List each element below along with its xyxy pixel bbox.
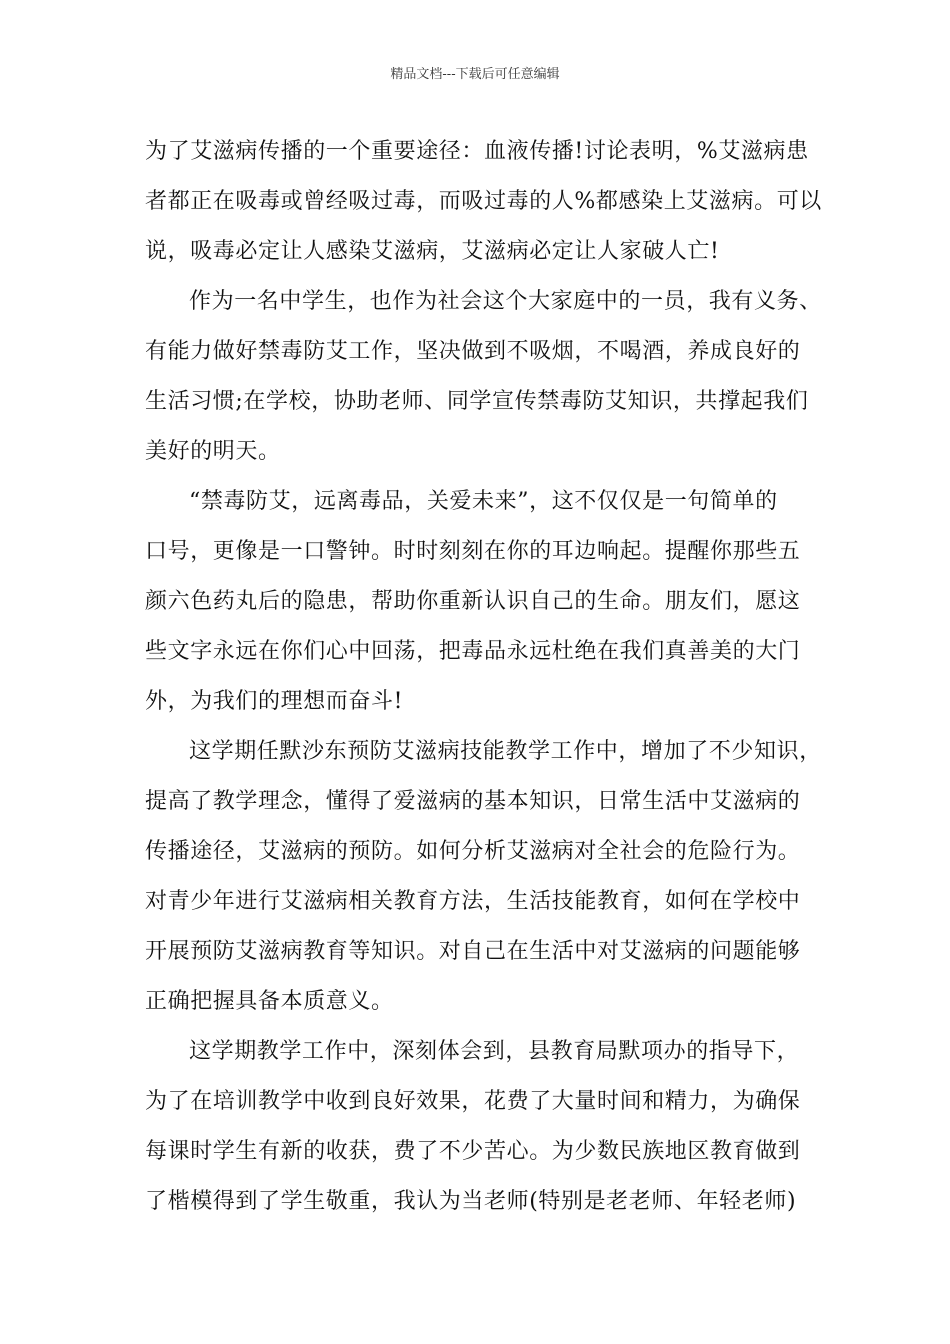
text-line: 外，为我们的理想而奋斗! (145, 689, 404, 714)
text-line: 有能力做好禁毒防艾工作，坚决做到不吸烟，不喝酒，养成良好的 (145, 339, 801, 364)
text-line: 了楷模得到了学生敬重，我认为当老师(特别是老老师、年轻老师) (145, 1189, 797, 1214)
page-header: 精品文档---下载后可任意编辑 (390, 67, 560, 82)
text-line: 者都正在吸毒或曾经吸过毒，而吸过毒的人%都感染上艾滋病。可以 (145, 189, 822, 214)
text-line: 作为一名中学生，也作为社会这个大家庭中的一员，我有义务、 (189, 289, 822, 314)
text-line: 美好的明天。 (145, 439, 281, 464)
text-line: 传播途径，艾滋病的预防。如何分析艾滋病对全社会的危险行为。 (145, 839, 801, 864)
text-line: 对青少年进行艾滋病相关教育方法，生活技能教育，如何在学校中 (145, 889, 801, 914)
text-line: “禁毒防艾，远离毒品，关爱未来”，这不仅仅是一句简单的 (189, 489, 778, 514)
text-line: 这学期任默沙东预防艾滋病技能教学工作中，增加了不少知识， (189, 739, 822, 764)
text-line: 说，吸毒必定让人感染艾滋病，艾滋病必定让人家破人亡! (145, 239, 720, 264)
text-line: 为了艾滋病传播的一个重要途径：血液传播!讨论表明，%艾滋病患 (145, 139, 809, 164)
text-line: 开展预防艾滋病教育等知识。对自己在生活中对艾滋病的问题能够 (145, 939, 801, 964)
text-line: 颜六色药丸后的隐患，帮助你重新认识自己的生命。朋友们，愿这 (145, 589, 801, 614)
text-line: 些文字永远在你们心中回荡，把毒品永远杜绝在我们真善美的大门 (145, 639, 801, 664)
document-body (145, 127, 835, 1227)
text-line: 每课时学生有新的收获，费了不少苦心。为少数民族地区教育做到 (145, 1139, 801, 1164)
text-line: 生活习惯;在学校，协助老师、同学宣传禁毒防艾知识，共撑起我们 (145, 389, 809, 414)
text-line: 为了在培训教学中收到良好效果，花费了大量时间和精力，为确保 (145, 1089, 801, 1114)
text-line: 这学期教学工作中，深刻体会到，县教育局默项办的指导下， (189, 1039, 800, 1064)
text-line: 口号，更像是一口警钟。时时刻刻在你的耳边响起。提醒你那些五 (145, 539, 801, 564)
text-line: 提高了教学理念，懂得了爱滋病的基本知识，日常生活中艾滋病的 (145, 789, 801, 814)
text-line: 正确把握具备本质意义。 (145, 989, 394, 1014)
